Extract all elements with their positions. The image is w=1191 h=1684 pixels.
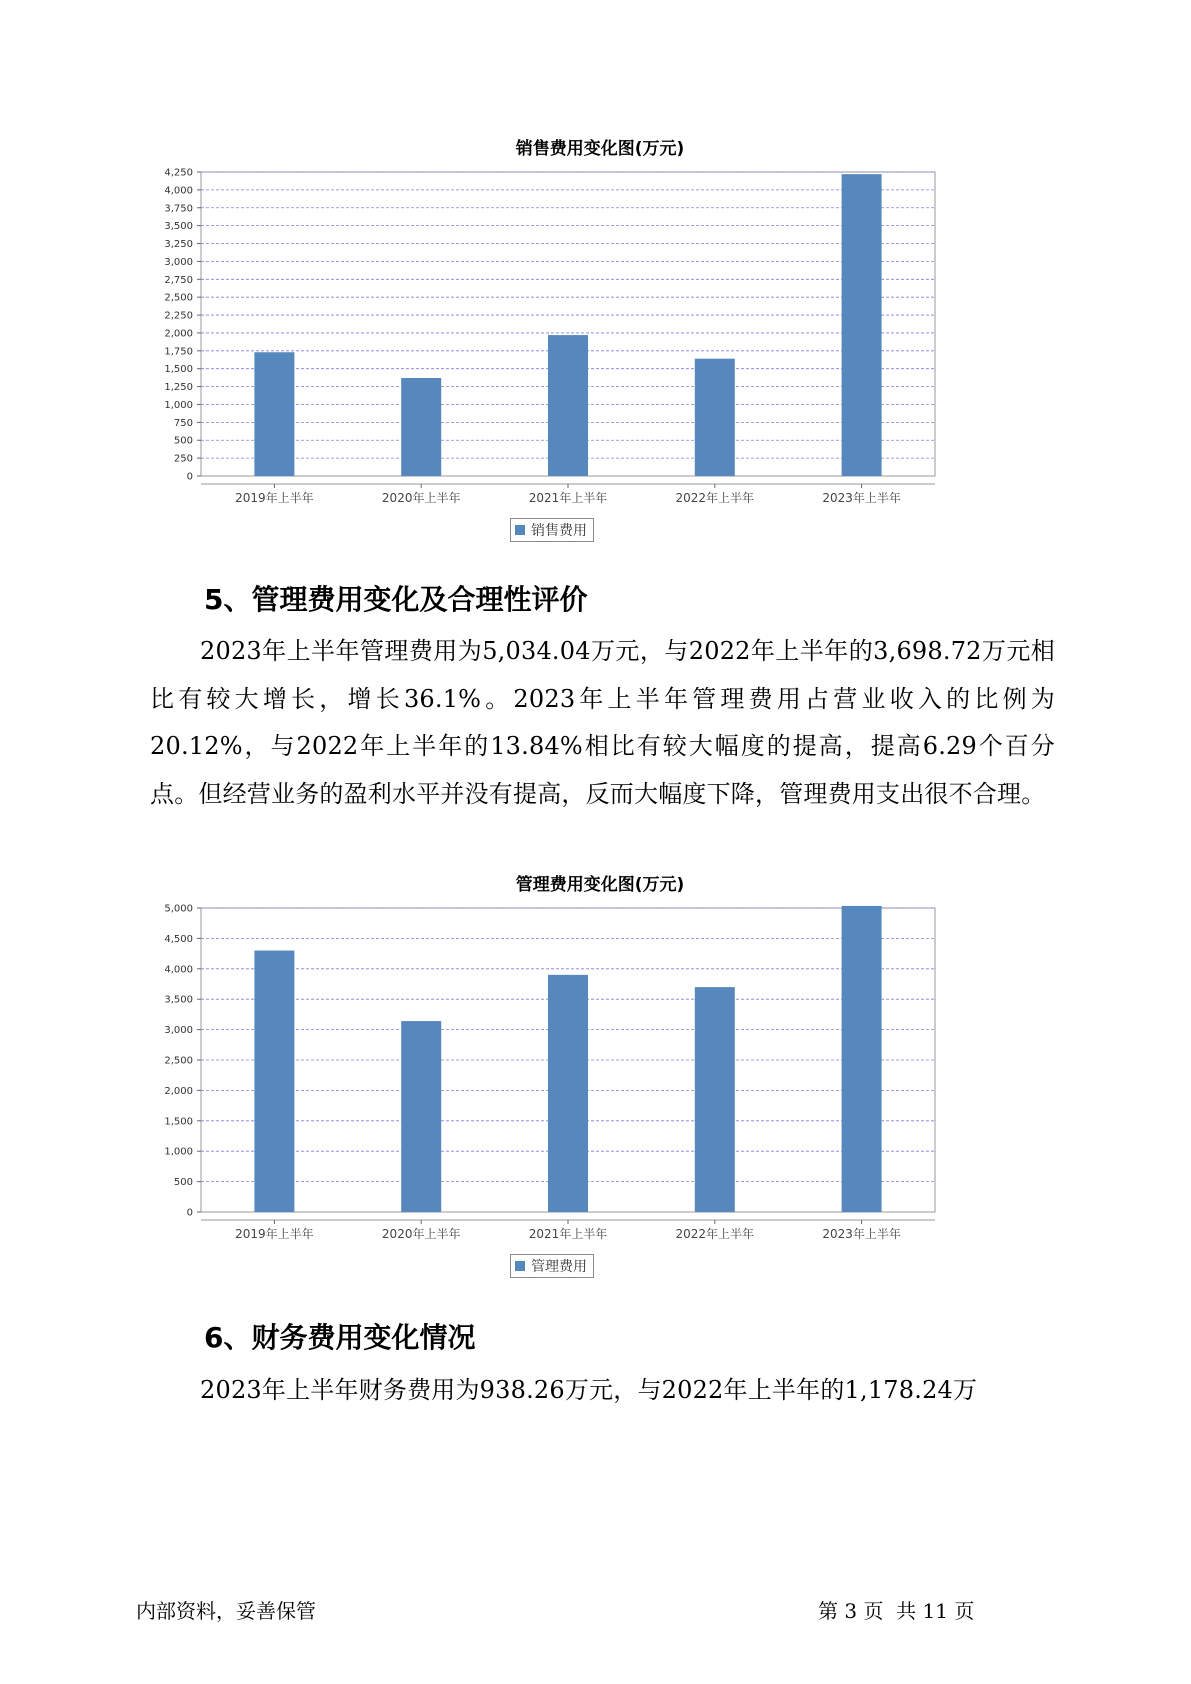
legend-swatch [515, 1261, 525, 1271]
section-6-paragraph: 2023年上半年财务费用为938.26万元，与2022年上半年的1,178.24万 [200, 1376, 978, 1404]
section-6-heading: 6、财务费用变化情况 [204, 1321, 476, 1354]
chart-title: 管理费用变化图(万元) [515, 875, 685, 895]
y-tick-label: 4,500 [164, 933, 193, 945]
y-tick-label: 2,500 [164, 1055, 193, 1067]
x-tick-label: 2022年上半年 [675, 1227, 755, 1241]
x-tick-label: 2020年上半年 [381, 1227, 461, 1241]
y-tick-label: 500 [173, 435, 193, 447]
y-tick-label: 1,500 [164, 1116, 193, 1128]
bar [401, 378, 441, 476]
bar [401, 1021, 441, 1212]
sales-expense-chart [150, 134, 1050, 554]
x-tick-label: 2021年上半年 [528, 1227, 608, 1241]
y-tick-label: 1,000 [164, 1146, 193, 1158]
x-tick-label: 2021年上半年 [528, 491, 608, 505]
y-tick-label: 0 [186, 1207, 193, 1219]
section-5-heading: 5、管理费用变化及合理性评价 [204, 583, 588, 616]
x-tick-label: 2019年上半年 [235, 491, 314, 505]
y-tick-label: 2,500 [164, 292, 193, 304]
bar [548, 975, 588, 1212]
y-tick-label: 3,500 [164, 221, 193, 233]
y-tick-label: 4,250 [164, 167, 193, 179]
x-tick-label: 2023年上半年 [822, 491, 901, 505]
bar [254, 352, 294, 476]
chart-legend [510, 1254, 594, 1278]
bar [842, 906, 882, 1212]
x-tick-label: 2020年上半年 [381, 491, 461, 505]
y-tick-label: 500 [173, 1177, 193, 1189]
bar [254, 951, 294, 1212]
admin-expense-bar-chart [150, 902, 1050, 1262]
page-number: 第 3 页 共 11 页 [818, 1599, 975, 1623]
chart-legend [510, 518, 594, 542]
y-tick-label: 3,750 [164, 203, 193, 215]
y-tick-label: 4,000 [164, 185, 193, 197]
x-tick-label: 2022年上半年 [675, 491, 755, 505]
legend-swatch [515, 525, 525, 535]
y-tick-label: 3,000 [164, 1025, 193, 1037]
y-tick-label: 3,250 [164, 239, 193, 251]
y-tick-label: 3,000 [164, 256, 193, 268]
legend-label: 销售费用 [531, 523, 587, 539]
y-tick-label: 2,750 [164, 274, 193, 286]
y-tick-label: 1,250 [164, 382, 193, 394]
y-tick-label: 1,750 [164, 346, 193, 358]
legend-label: 管理费用 [531, 1259, 587, 1275]
y-tick-label: 2,250 [164, 310, 193, 322]
bar [548, 335, 588, 476]
y-tick-label: 250 [173, 453, 193, 465]
sales-expense-bar-chart [150, 166, 1050, 526]
bar [842, 174, 882, 476]
y-tick-label: 0 [186, 471, 193, 483]
bar [695, 359, 735, 476]
chart-title: 销售费用变化图(万元) [515, 139, 685, 159]
bar [695, 987, 735, 1212]
y-tick-label: 750 [173, 417, 193, 429]
x-tick-label: 2019年上半年 [235, 1227, 314, 1241]
y-tick-label: 1,500 [164, 364, 193, 376]
y-tick-label: 3,500 [164, 994, 193, 1006]
y-tick-label: 2,000 [164, 328, 193, 340]
y-tick-label: 2,000 [164, 1085, 193, 1097]
section-5-paragraph: 2023年上半年管理费用为5,034.04万元，与2022年上半年的3,698.72万元相比有较大增长，增长36.1%。2023年上半年管理费用占营业收入的比例为20.12%，与2022年上半年的13.84%相比有较大幅度的提高，提高6.29个百分点。但经营业务的盈利水平并没有提高，反而大幅度下降，管理费用支出很不合理。 [150, 637, 1055, 808]
y-tick-label: 1,000 [164, 399, 193, 411]
footer-note: 内部资料，妥善保管 [136, 1599, 316, 1623]
x-tick-label: 2023年上半年 [822, 1227, 901, 1241]
admin-expense-chart [150, 870, 1050, 1290]
y-tick-label: 5,000 [164, 903, 193, 915]
y-tick-label: 4,000 [164, 964, 193, 976]
